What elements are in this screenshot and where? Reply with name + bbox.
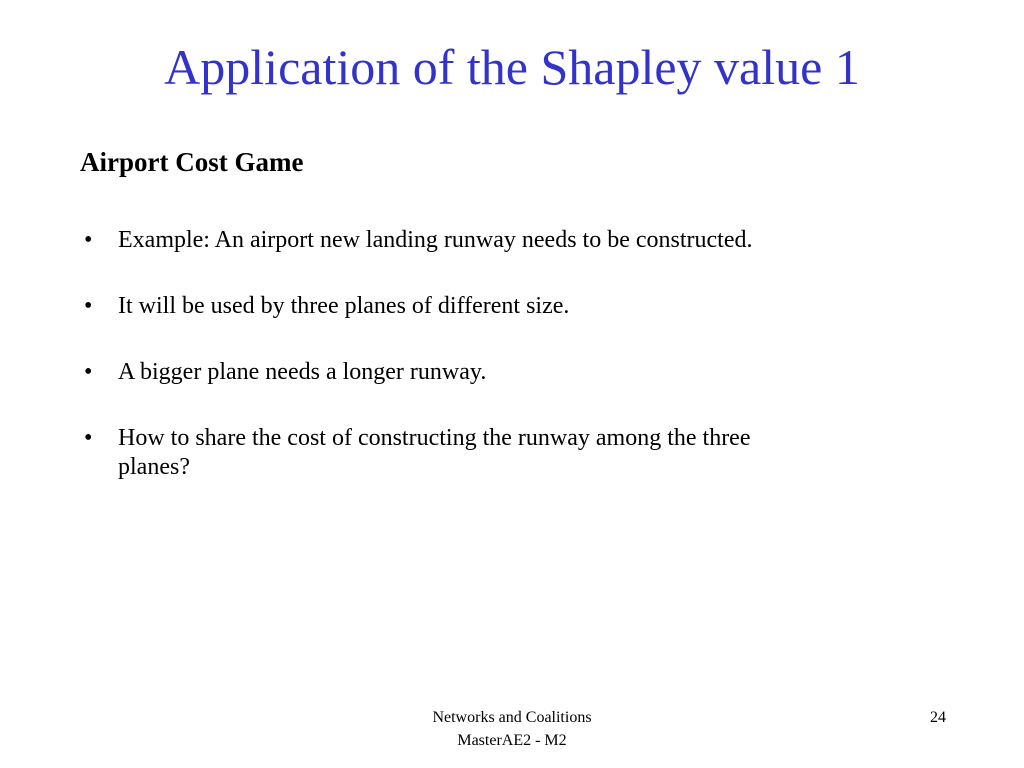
slide-title: Application of the Shapley value 1 [164,39,860,95]
bullet-text: Example: An airport new landing runway needs to be constructed. [118,227,753,253]
bullet-item [80,226,820,255]
bullet-list [80,226,820,519]
footer [392,706,632,752]
bullet-icon [84,424,104,453]
bullet-item [80,424,820,482]
bullet-item [80,358,820,387]
bullet-text: How to share the cost of constructing the runway among the three planes? [118,425,751,480]
page-number: 24 [930,709,946,726]
bullet-item [80,292,820,321]
slide-subtitle: Airport Cost Game [80,147,304,177]
footer-course-name: Networks and Coalitions [432,709,592,726]
bullet-text: A bigger plane needs a longer runway. [118,359,487,385]
bullet-text: It will be used by three planes of different size. [118,293,570,319]
bullet-icon [84,226,104,255]
bullet-icon [84,292,104,321]
footer-program-name: MasterAE2 - M2 [457,732,567,749]
bullet-icon [84,358,104,387]
